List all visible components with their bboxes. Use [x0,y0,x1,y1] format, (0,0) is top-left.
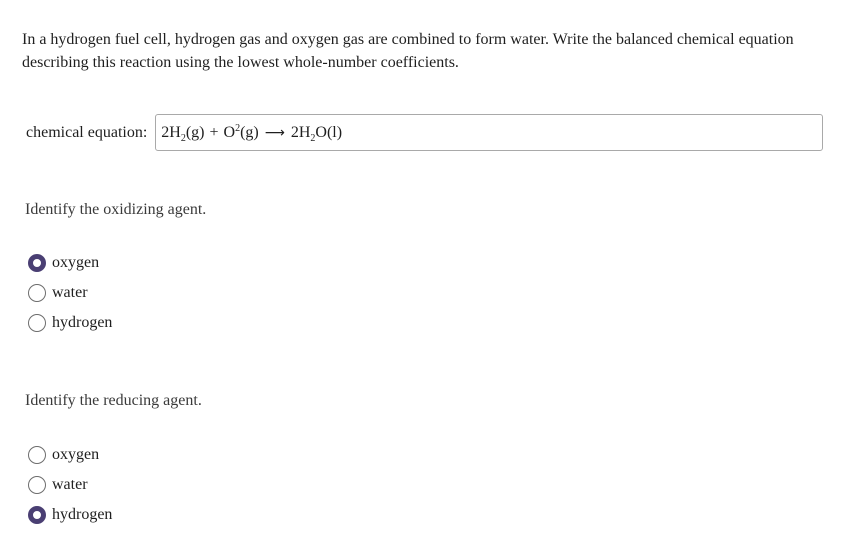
reducing-agent-question: Identify the reducing agent. [25,392,202,409]
oxidizing-option-hydrogen[interactable] [28,308,112,338]
radio-button[interactable] [28,476,46,494]
oxidizing-agent-question: Identify the oxidizing agent. [25,201,207,218]
option-label: oxygen [52,446,100,463]
option-label: hydrogen [52,314,113,331]
option-label: water [52,284,88,301]
plus-sign: + [209,123,219,141]
reducing-agent-options [28,440,112,530]
reducing-option-hydrogen[interactable] [28,500,112,530]
reducing-option-water[interactable] [28,470,112,500]
reducing-option-oxygen[interactable] [28,440,112,470]
product-water: $2H_2O(l)$ [290,123,343,144]
equation-input[interactable] [155,114,823,151]
radio-button[interactable] [28,254,46,272]
option-label: hydrogen [52,506,113,523]
reactant-hydrogen: $2H_2(g)$ [161,123,205,144]
radio-button[interactable] [28,314,46,332]
equation-label: chemical equation: [26,123,148,141]
oxidizing-option-water[interactable] [28,278,112,308]
radio-button[interactable] [28,506,46,524]
option-label: water [52,476,88,493]
option-label: oxygen [52,254,100,271]
radio-button[interactable] [28,446,46,464]
oxidizing-agent-options [28,248,112,338]
question-text: In a hydrogen fuel cell, hydrogen gas and oxygen gas are combined to form water. Write the balanced chemical equation describing this reaction using the lowest whole-number coefficients. [22,31,794,71]
radio-button[interactable] [28,284,46,302]
reactant-oxygen: $O^2(g)$ [223,122,259,141]
oxidizing-option-oxygen[interactable] [28,248,112,278]
equation-row [26,114,823,151]
reaction-arrow-icon: ⟶ [264,124,285,141]
